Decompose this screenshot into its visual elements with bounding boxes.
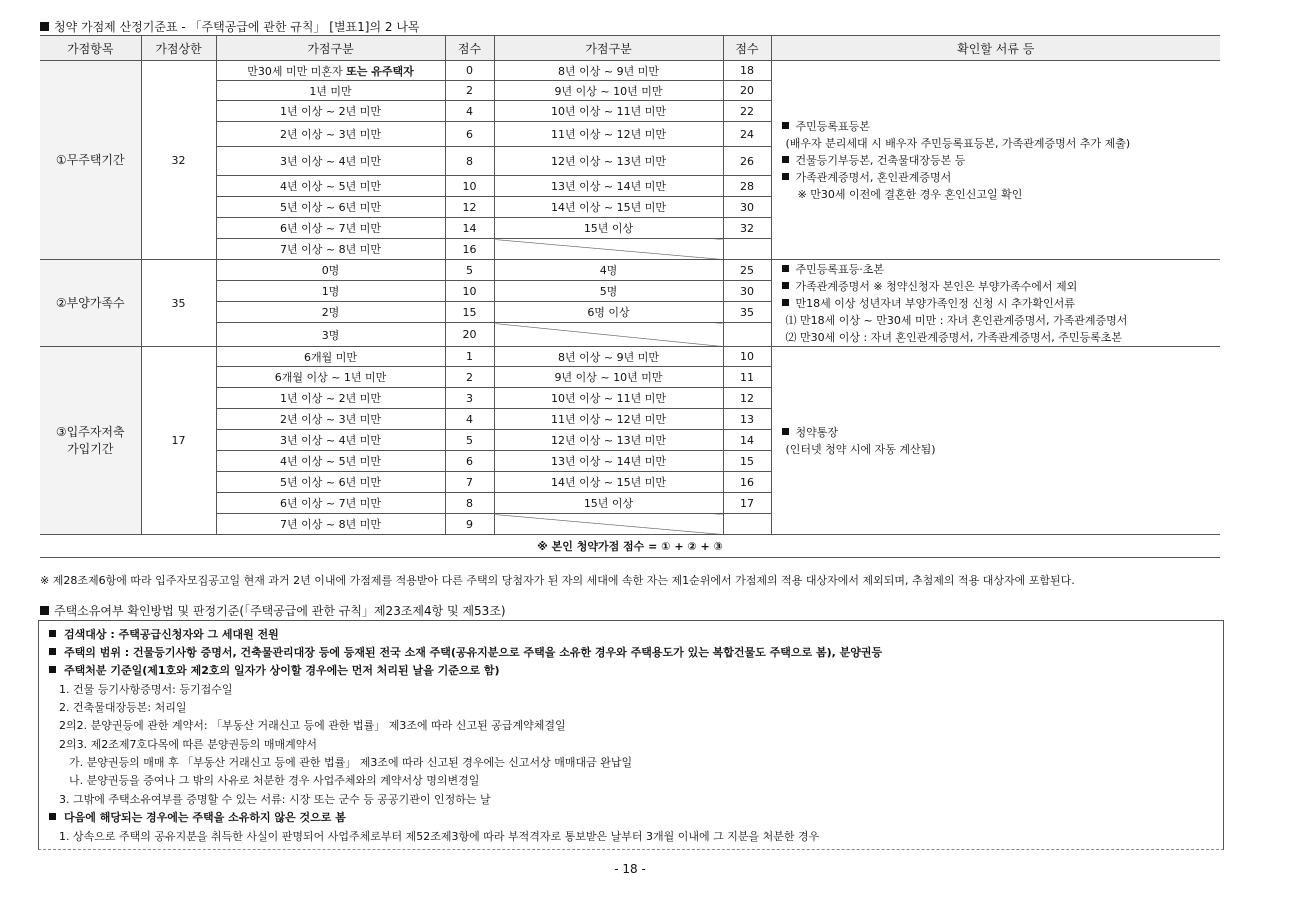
criteria-text: 1. 건물 등기사항증명서: 등기접수일 <box>59 683 233 696</box>
score-left-cell: 16 <box>445 239 494 260</box>
criteria-right-cell: 13년 이상 ~ 14년 미만 <box>494 451 723 472</box>
score-left-cell: 1 <box>445 347 494 367</box>
criteria-left-cell: 3명 <box>216 323 445 347</box>
document-line <box>782 441 1218 458</box>
criteria-line <box>49 626 279 642</box>
criteria-left-cell: 2년 이상 ~ 3년 미만 <box>216 409 445 430</box>
max-score-cell: 35 <box>141 260 216 347</box>
criteria-right-cell: 11년 이상 ~ 12년 미만 <box>494 122 723 147</box>
formula-row <box>40 535 1220 558</box>
table-header-row <box>40 36 1220 61</box>
category-label-line2: 가입기간 <box>67 441 114 456</box>
document-text: ⑴ 만18세 이상 ~ 만30세 미만 : 자녀 혼인관계증명서, 가족관계증명서 <box>785 313 1128 327</box>
document-text: 만18세 이상 성년자녀 부양가족인정 신청 시 추가확인서류 <box>795 296 1075 310</box>
score-left-cell: 5 <box>445 430 494 451</box>
score-left-cell: 6 <box>445 122 494 147</box>
score-right-cell: 22 <box>723 101 771 122</box>
criteria-left-cell: 0명 <box>216 260 445 281</box>
score-right-cell: 30 <box>723 281 771 302</box>
criteria-right-cell: 8년 이상 ~ 9년 미만 <box>494 61 723 81</box>
score-left-cell: 14 <box>445 218 494 239</box>
table-row <box>40 347 1220 367</box>
score-left-cell: 15 <box>445 302 494 323</box>
criteria-right-cell: 9년 이상 ~ 10년 미만 <box>494 81 723 101</box>
square-bullet-icon <box>782 428 789 435</box>
documents-cell <box>771 61 1220 260</box>
criteria-right-cell: 13년 이상 ~ 14년 미만 <box>494 176 723 197</box>
document-text: ※ 만30세 이전에 결혼한 경우 혼인신고일 확인 <box>797 187 1023 201</box>
score-left-cell: 5 <box>445 260 494 281</box>
criteria-left-cell: 3년 이상 ~ 4년 미만 <box>216 147 445 176</box>
document-line <box>782 152 1218 169</box>
document-text: 주민등록표등본 <box>795 119 870 133</box>
table-row <box>40 61 1220 81</box>
criteria-left-cell: 1년 이상 ~ 2년 미만 <box>216 388 445 409</box>
score-right-cell: 16 <box>723 472 771 493</box>
square-bullet-icon <box>782 173 789 180</box>
criteria-left-cell: 5년 이상 ~ 6년 미만 <box>216 472 445 493</box>
table-row <box>40 260 1220 281</box>
score-left-cell: 2 <box>445 367 494 388</box>
documents-cell <box>771 347 1220 535</box>
criteria-left-cell: 1년 이상 ~ 2년 미만 <box>216 101 445 122</box>
header-max: 가점상한 <box>141 36 216 61</box>
criteria-text: 주택의 범위 : 건물등기사항 증명서, 건축물관리대장 등에 등재된 전국 소재 주택(공유지분으로 주택을 소유한 경우와 주택용도가 있는 복합건물도 주택으로 봄), 분양권등 <box>64 646 883 659</box>
score-right-cell: 30 <box>723 197 771 218</box>
document-line <box>782 278 1218 295</box>
score-table-heading <box>40 20 420 34</box>
document-text: 청약통장 <box>795 425 839 439</box>
criteria-text: 1. 상속으로 주택의 공유지분을 취득한 사실이 판명되어 사업주체로부터 제52조제3항에 따라 부적격자로 통보받은 날부터 3개월 이내에 그 지분을 처분한 경우 <box>59 830 820 843</box>
criteria-line <box>59 736 317 752</box>
max-score-cell: 17 <box>141 347 216 535</box>
score-right-cell: 24 <box>723 122 771 147</box>
criteria-right-cell: 6명 이상 <box>494 302 723 323</box>
score-left-cell: 10 <box>445 281 494 302</box>
criteria-left-cell <box>216 61 445 81</box>
criteria-right-cell: 9년 이상 ~ 10년 미만 <box>494 367 723 388</box>
criteria-left-cell: 7년 이상 ~ 8년 미만 <box>216 514 445 535</box>
square-bullet-icon <box>782 299 789 306</box>
document-line <box>782 169 1218 186</box>
criteria-right-cell: 10년 이상 ~ 11년 미만 <box>494 388 723 409</box>
criteria-right-cell <box>494 239 723 260</box>
heading-text: 청약 가점제 산정기준표 - 「주택공급에 관한 규칙」 [별표1]의 2 나목 <box>54 20 420 34</box>
criteria-line <box>49 662 500 678</box>
score-table <box>40 35 1220 558</box>
criteria-left-cell: 7년 이상 ~ 8년 미만 <box>216 239 445 260</box>
score-right-cell: 12 <box>723 388 771 409</box>
criteria-left-cell: 4년 이상 ~ 5년 미만 <box>216 176 445 197</box>
criteria-right-cell: 4명 <box>494 260 723 281</box>
criteria-left-cell: 2명 <box>216 302 445 323</box>
category-cell <box>40 260 141 347</box>
score-left-cell: 4 <box>445 101 494 122</box>
score-right-cell: 32 <box>723 218 771 239</box>
score-right-cell: 20 <box>723 81 771 101</box>
criteria-left-cell: 6년 이상 ~ 7년 미만 <box>216 493 445 514</box>
score-left-cell: 3 <box>445 388 494 409</box>
score-left-cell: 12 <box>445 197 494 218</box>
document-line <box>782 329 1218 346</box>
score-right-cell: 35 <box>723 302 771 323</box>
criteria-line <box>59 791 491 807</box>
criteria-text: 만30세 미만 미혼자 <box>247 64 347 78</box>
header-score-left: 점수 <box>445 36 494 61</box>
criteria-line <box>59 681 232 697</box>
heading-text: 주택소유여부 확인방법 및 판정기준(「주택공급에 관한 규칙」제23조제4항 및 제53조) <box>54 604 506 618</box>
criteria-right-cell <box>494 323 723 347</box>
score-right-cell: 18 <box>723 61 771 81</box>
score-right-cell <box>723 514 771 535</box>
criteria-left-cell: 1명 <box>216 281 445 302</box>
criteria-right-cell: 5명 <box>494 281 723 302</box>
criteria-line <box>49 809 346 825</box>
score-left-cell: 0 <box>445 61 494 81</box>
score-right-cell: 10 <box>723 347 771 367</box>
score-left-cell: 2 <box>445 81 494 101</box>
document-text: (인터넷 청약 시에 자동 계산됨) <box>785 442 936 456</box>
score-left-cell: 6 <box>445 451 494 472</box>
square-bullet-icon <box>782 122 789 129</box>
criteria-right-cell: 8년 이상 ~ 9년 미만 <box>494 347 723 367</box>
score-right-cell <box>723 239 771 260</box>
criteria-text: 2의2. 분양권등에 관한 계약서: 「부동산 거래신고 등에 관한 법률」 제3조에 따라 신고된 공급계약체결일 <box>59 719 566 732</box>
criteria-left-cell: 2년 이상 ~ 3년 미만 <box>216 122 445 147</box>
criteria-right-cell: 12년 이상 ~ 13년 미만 <box>494 147 723 176</box>
header-category-right: 가점구분 <box>494 36 723 61</box>
square-bullet-icon <box>40 22 49 31</box>
square-bullet-icon <box>782 265 789 272</box>
criteria-line <box>69 772 479 788</box>
criteria-right-cell: 11년 이상 ~ 12년 미만 <box>494 409 723 430</box>
criteria-right-cell: 14년 이상 ~ 15년 미만 <box>494 197 723 218</box>
document-line <box>782 424 1218 441</box>
score-right-cell: 11 <box>723 367 771 388</box>
criteria-left-cell: 4년 이상 ~ 5년 미만 <box>216 451 445 472</box>
document-text: 가족관계증명서 ※ 청약신청자 본인은 부양가족수에서 제외 <box>795 279 1078 293</box>
header-item: 가점항목 <box>40 36 141 61</box>
document-text: 주민등록표등·초본 <box>795 262 885 276</box>
score-left-cell: 7 <box>445 472 494 493</box>
score-right-cell: 28 <box>723 176 771 197</box>
header-documents: 확인할 서류 등 <box>771 36 1220 61</box>
category-label: ①무주택기간 <box>55 152 125 167</box>
criteria-left-cell: 1년 미만 <box>216 81 445 101</box>
criteria-left-cell: 5년 이상 ~ 6년 미만 <box>216 197 445 218</box>
score-left-cell: 9 <box>445 514 494 535</box>
category-label-line1: ③입주자저축 <box>55 424 125 439</box>
criteria-line <box>59 828 819 844</box>
criteria-text: 주택처분 기준일(제1호와 제2호의 일자가 상이할 경우에는 먼저 처리된 날을 기준으로 함) <box>64 664 500 677</box>
document-line <box>782 261 1218 278</box>
score-right-cell: 26 <box>723 147 771 176</box>
criteria-text: 2. 건축물대장등본: 처리일 <box>59 701 187 714</box>
max-score-cell: 32 <box>141 61 216 260</box>
criteria-right-cell <box>494 514 723 535</box>
criteria-right-cell: 12년 이상 ~ 13년 미만 <box>494 430 723 451</box>
score-right-cell: 15 <box>723 451 771 472</box>
criteria-text: 다음에 해당되는 경우에는 주택을 소유하지 않은 것으로 봄 <box>64 811 346 824</box>
criteria-right-cell: 14년 이상 ~ 15년 미만 <box>494 472 723 493</box>
square-bullet-icon <box>782 156 789 163</box>
square-bullet-icon <box>49 813 56 820</box>
document-line <box>782 186 1218 203</box>
criteria-text: 2의3. 제2조제7호다목에 따른 분양권등의 매매계약서 <box>59 738 317 751</box>
square-bullet-icon <box>49 630 56 637</box>
document-text: (배우자 분리세대 시 배우자 주민등록표등본, 가족관계증명서 추가 제출) <box>785 136 1131 150</box>
score-left-cell: 8 <box>445 147 494 176</box>
ownership-criteria-box <box>38 620 1224 850</box>
score-left-cell: 20 <box>445 323 494 347</box>
criteria-line <box>59 699 186 715</box>
square-bullet-icon <box>40 606 49 615</box>
criteria-right-cell: 15년 이상 <box>494 218 723 239</box>
document-text: 건물등기부등본, 건축물대장등본 등 <box>795 153 966 167</box>
criteria-emphasis: 또는 유주택자 <box>346 64 414 78</box>
score-right-cell: 25 <box>723 260 771 281</box>
criteria-text: 나. 분양권등을 증여나 그 밖의 사유로 처분한 경우 사업주체와의 계약서상 명의변경일 <box>69 774 480 787</box>
header-category-left: 가점구분 <box>216 36 445 61</box>
score-formula: ※ 본인 청약가점 점수 = ① + ② + ③ <box>40 535 1220 558</box>
criteria-line <box>69 754 632 770</box>
criteria-left-cell: 6개월 미만 <box>216 347 445 367</box>
score-right-cell: 14 <box>723 430 771 451</box>
score-right-cell: 17 <box>723 493 771 514</box>
criteria-line <box>49 644 882 660</box>
criteria-text: 검색대상 : 주택공급신청자와 그 세대원 전원 <box>64 628 279 641</box>
square-bullet-icon <box>49 648 56 655</box>
criteria-text: 3. 그밖에 주택소유여부를 증명할 수 있는 서류: 시장 또는 군수 등 공공기관이 인정하는 날 <box>59 793 491 806</box>
criteria-line <box>59 717 566 733</box>
score-left-cell: 10 <box>445 176 494 197</box>
page-number: - 18 - <box>614 862 646 876</box>
criteria-right-cell: 10년 이상 ~ 11년 미만 <box>494 101 723 122</box>
square-bullet-icon <box>49 666 56 673</box>
score-left-cell: 4 <box>445 409 494 430</box>
criteria-right-cell: 15년 이상 <box>494 493 723 514</box>
ownership-heading <box>40 604 506 618</box>
category-cell <box>40 61 141 260</box>
documents-cell <box>771 260 1220 347</box>
criteria-left-cell: 6개월 이상 ~ 1년 미만 <box>216 367 445 388</box>
document-text: 가족관계증명서, 혼인관계증명서 <box>795 170 952 184</box>
category-label: ②부양가족수 <box>55 295 125 310</box>
criteria-left-cell: 3년 이상 ~ 4년 미만 <box>216 430 445 451</box>
document-text: ⑵ 만30세 이상 : 자녀 혼인관계증명서, 가족관계증명서, 주민등록초본 <box>785 330 1122 344</box>
score-right-cell: 13 <box>723 409 771 430</box>
rule-note: ※ 제28조제6항에 따라 입주자모집공고일 현재 과거 2년 이내에 가점제를 적용받아 다른 주택의 당첨자가 된 자의 세대에 속한 자는 제1순위에서 가점제의 적용 대상자에서 제외되며, 추첨제의 적용 대상자에 포함된다. <box>40 574 1075 587</box>
document-line <box>782 295 1218 312</box>
criteria-left-cell: 6년 이상 ~ 7년 미만 <box>216 218 445 239</box>
category-cell <box>40 347 141 535</box>
document-line <box>782 312 1218 329</box>
document-line <box>782 135 1218 152</box>
criteria-text: 가. 분양권등의 매매 후 「부동산 거래신고 등에 관한 법률」 제3조에 따라 신고된 경우에는 신고서상 매매대금 완납일 <box>69 756 633 769</box>
score-right-cell <box>723 323 771 347</box>
header-score-right: 점수 <box>723 36 771 61</box>
score-left-cell: 8 <box>445 493 494 514</box>
document-line <box>782 118 1218 135</box>
square-bullet-icon <box>782 282 789 289</box>
